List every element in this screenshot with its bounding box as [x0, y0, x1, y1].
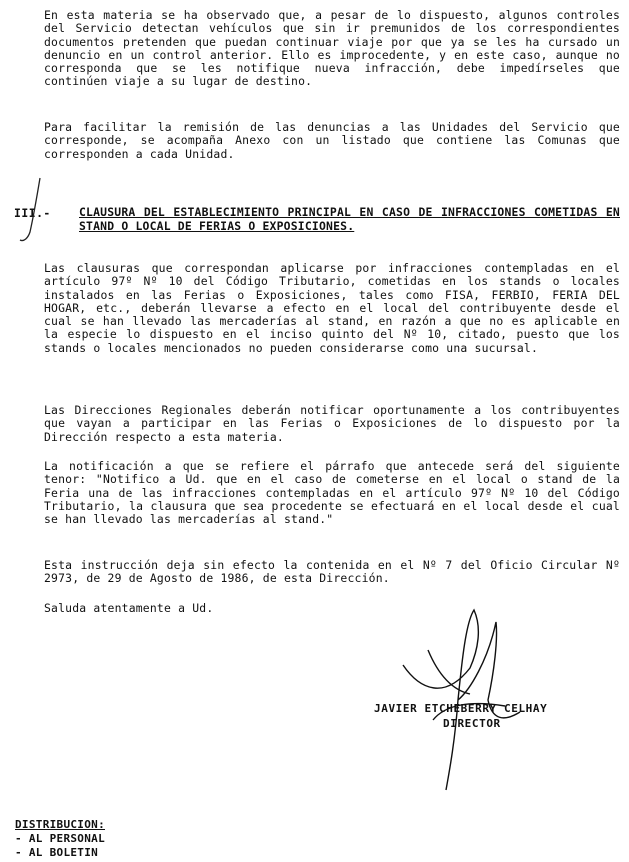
section-heading: CLAUSURA DEL ESTABLECIMIENTO PRINCIPAL EN CASO DE INFRACCIONES COMETIDAS EN STAND O LOCAL DE FERIAS O EXPOSICIONES.: [79, 205, 620, 233]
distribution-item: - AL BOLETIN: [15, 846, 99, 859]
paragraph-sin-efecto: Esta instrucción deja sin efecto la contenida en el Nº 7 del Oficio Circular Nº 2973, de 29 de Agosto de 1986, de esta Dirección.: [44, 558, 620, 586]
paragraph-notificacion: La notificación a que se refiere el párrafo que antecede será del siguiente tenor: "Notifico a Ud. que en el caso de cometerse en el local o stand de la Feria una de las infracciones contempladas en el artículo 97º Nº 10 del Código Tributario, la clausura que sea procedente se efectuará en el local desde el cual se han llevado las mercaderías al stand.": [44, 459, 620, 527]
signature-scribble: [403, 610, 520, 790]
distribution-item: - AL PERSONAL: [15, 832, 105, 845]
section-number: III.-: [14, 206, 51, 220]
distribution-heading: DISTRIBUCION:: [15, 818, 105, 831]
margin-check-mark: [20, 178, 40, 241]
paragraph-vehicle-control: En esta materia se ha observado que, a pesar de lo dispuesto, algunos controles del Servicio detectan vehículos que sin ir premunidos de los correspondientes documentos pretenden que puedan continuar viaje por que ya se les ha cursado un denuncio en un control anterior. Ello es improcedente, y en este caso, aunque no corresponda que se les notifique nueva infracción, debe impedírseles que continúen viaje a su lugar de destino.: [44, 8, 620, 89]
paragraph-remission-denuncias: Para facilitar la remisión de las denuncias a las Unidades del Servicio que corresponde, se acompaña Anexo con un listado que contiene las Comunas que corresponden a cada Unidad.: [44, 120, 620, 161]
closing-salutation: Saluda atentamente a Ud.: [44, 601, 214, 615]
signer-title: DIRECTOR: [443, 717, 501, 730]
distribution-block: [15, 818, 105, 860]
paragraph-direcciones-regionales: Las Direcciones Regionales deberán notificar oportunamente a los contribuyentes que vayan a participar en las Ferias o Exposiciones de lo dispuesto por la Dirección respecto a esta materia.: [44, 403, 620, 444]
paragraph-clausuras: Las clausuras que correspondan aplicarse por infracciones contempladas en el artículo 97º Nº 10 del Código Tributario, cometidas en los stands o locales instalados en las Ferias o Exposiciones, tales como FISA, FERBIO, FERIA DEL HOGAR, etc., deberán llevarse a efecto en el local del contribuyente desde el cual se han llevado las mercaderías al stand, en razón a que no es aplicable en la especie lo dispuesto en el inciso quinto del Nº 10, citado, puesto que los stands o locales mencionados no pueden considerarse como una sucursal.: [44, 261, 620, 355]
signer-name: JAVIER ETCHEBERRY CELHAY: [374, 702, 548, 715]
